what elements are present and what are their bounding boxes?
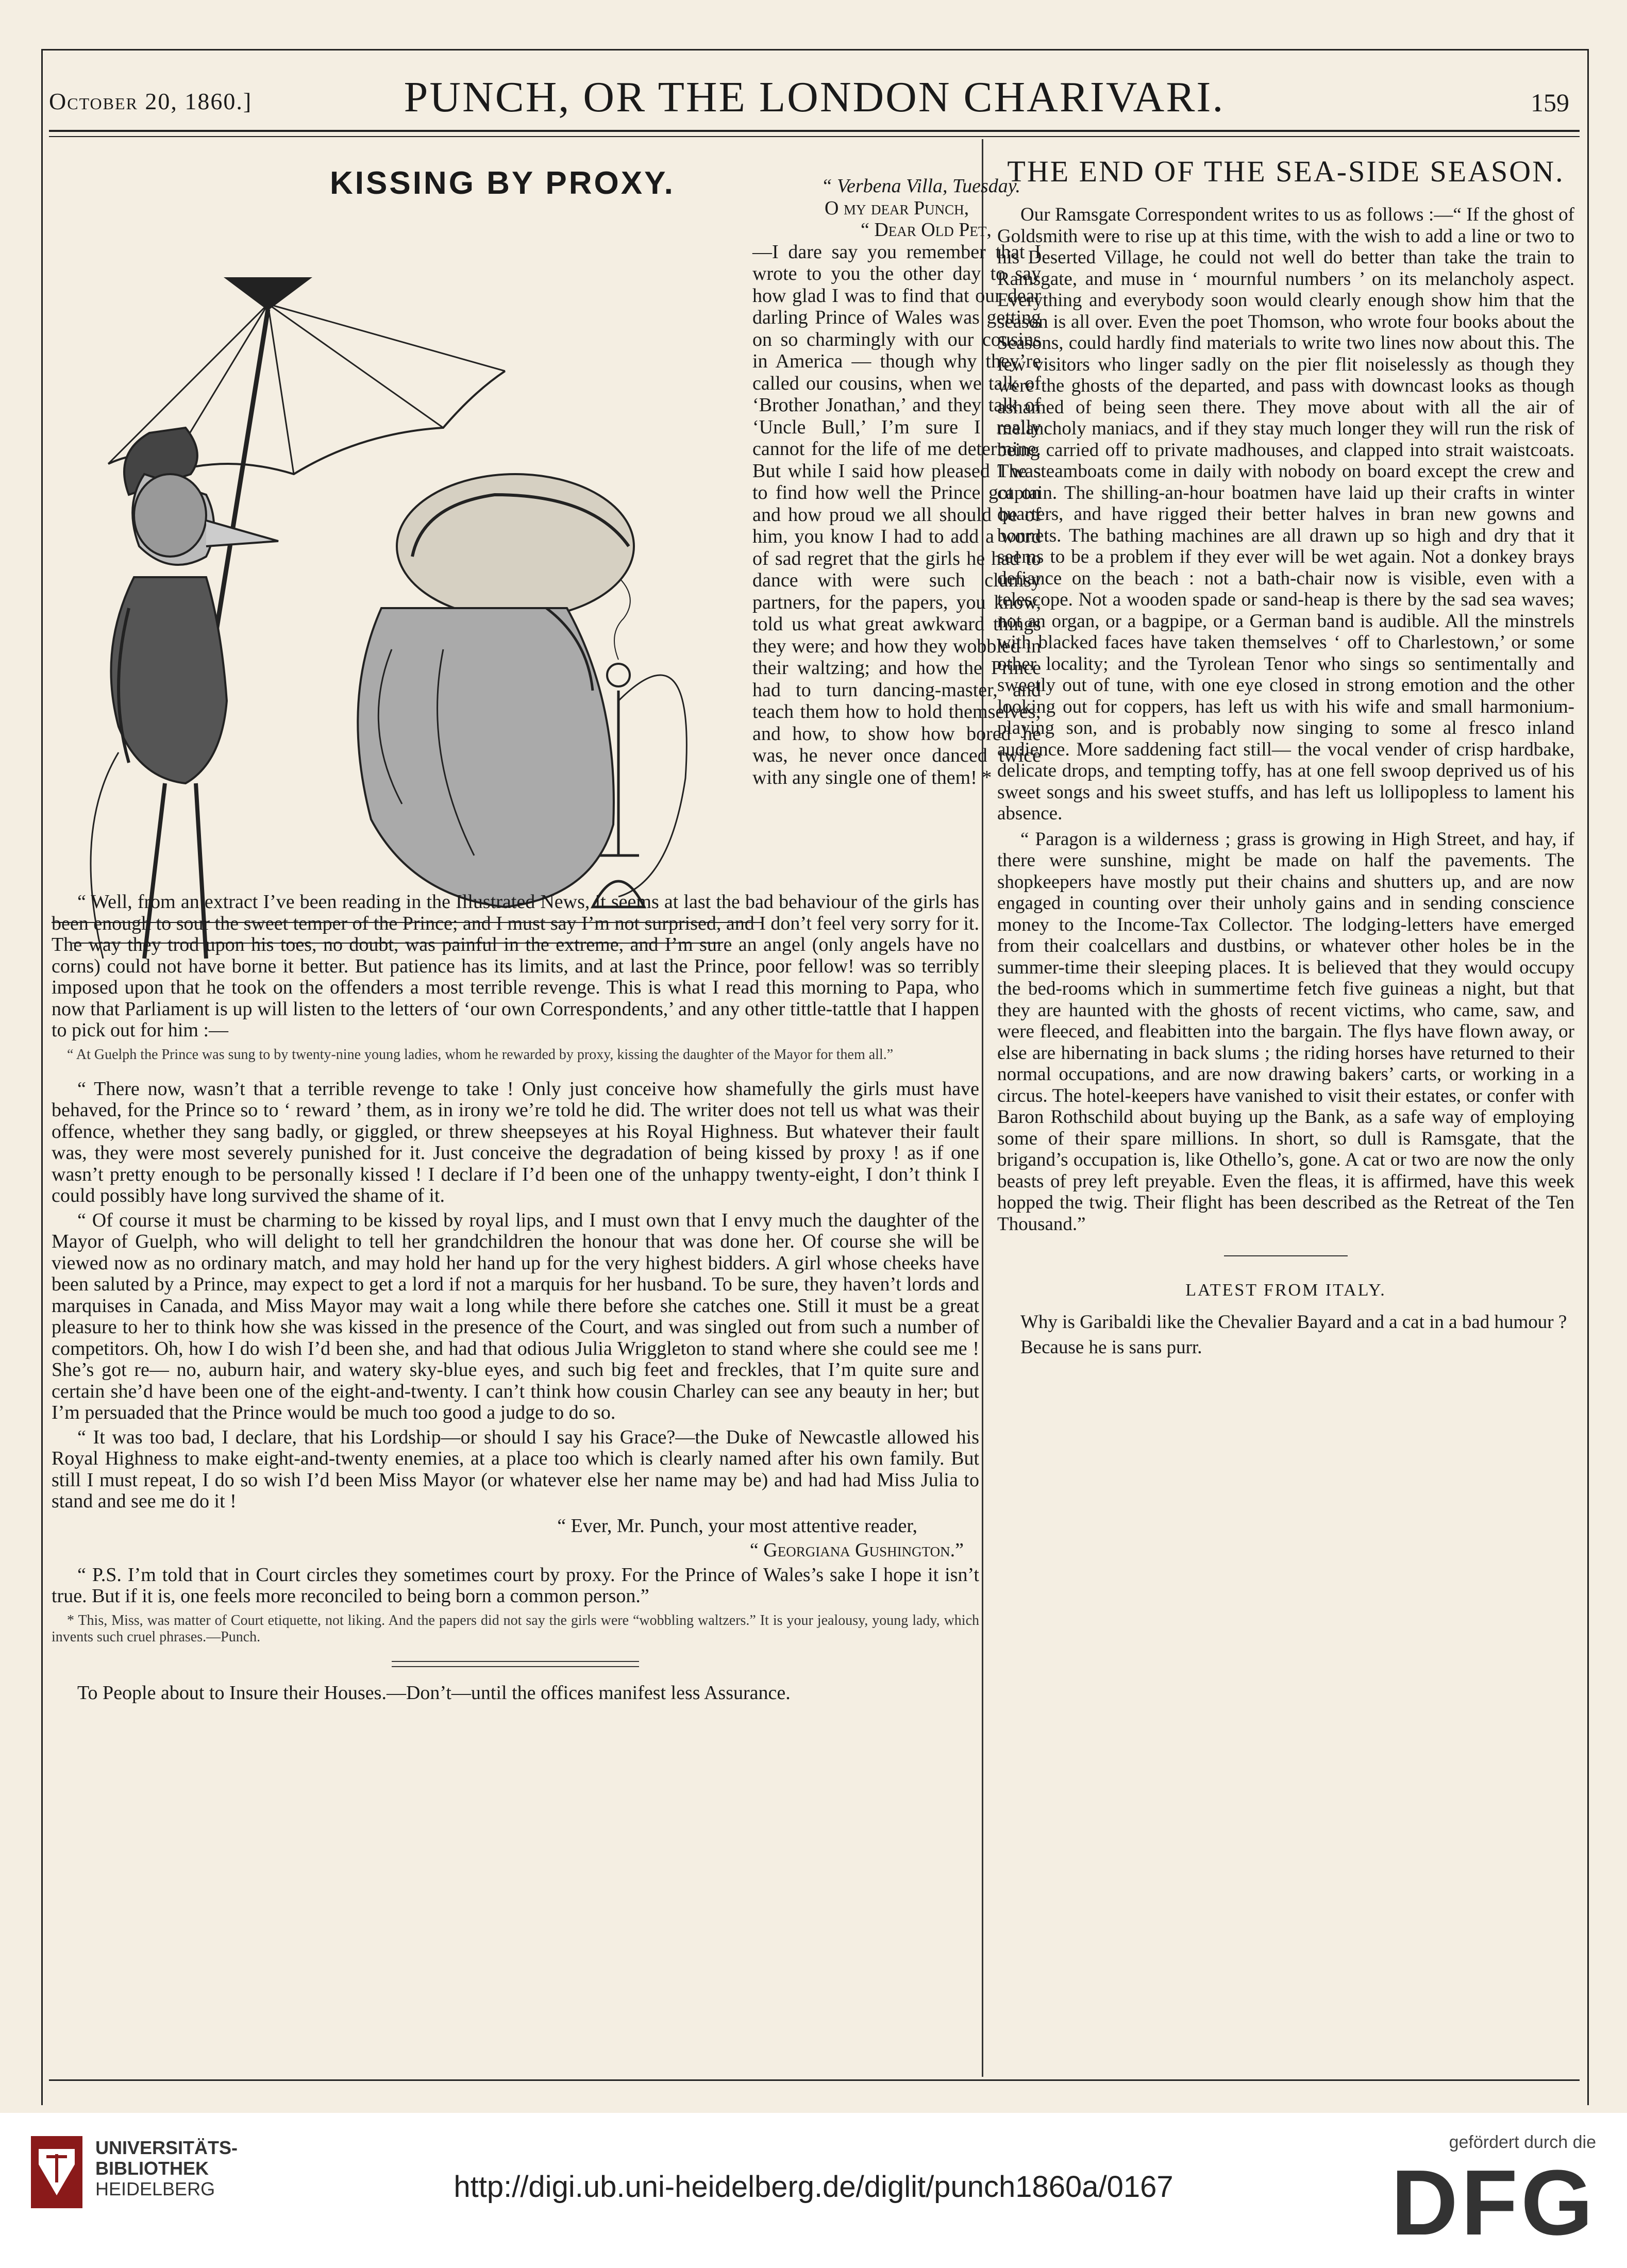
right-column bbox=[997, 155, 1574, 1363]
riddle-answer: Because he is sans purr. bbox=[1020, 1337, 1202, 1358]
separator-rule bbox=[392, 1661, 639, 1667]
quoted-extract: “ At Guelph the Prince was sung to by twenty-nine young ladies, whom he rewarded by proxy, kissing the daughter of the Mayor for them all.” bbox=[67, 1046, 894, 1063]
paragraph: “ It was too bad, I declare, that his Lordship—or should I say his Grace?—the Duke of Newcastle allowed his Royal Highness to make eight-and-twenty enemies, at a place too which is clearly named after his own family. But still I must repeat, I do so wish I’d been Miss Mayor (or whatever else her name may be) and had had Miss Julia to stand and see me do it ! bbox=[52, 1426, 979, 1512]
bottom-rule bbox=[49, 2079, 1580, 2081]
masthead-title: PUNCH, OR THE LONDON CHARIVARI. bbox=[404, 73, 1225, 121]
article-title-kissing: KISSING BY PROXY. bbox=[330, 165, 675, 201]
paragraph: Our Ramsgate Correspondent writes to us as follows :—“ If the ghost of Goldsmith were to rise up at this time, with the wish to add a line or two to his Deserted Village, he could not well do better than take the train to Ramsgate, and muse in ‘ mournful numbers ’ on its melancholy aspect. Everything and everybody soon would clearly enough show him that the season is all over. Even the poet Thomson, who wrote four books about the Seasons, could hardly find materials to write two lines now about this. The few visitors who linger sadly on the pier flit noiselessly as though they were the ghosts of the departed, and pass with downcast looks as though ashamed of being seen there. They move about with all the air of melancholy maniacs, and if they stay much longer they will run the risk of being carried off to private madhouses, and clapped into strait waistcoats. The steamboats come in daily with nobody on board except the crew and captain. The shilling-an-hour boatmen have laid up their crafts in winter quarters, and have rigged their better halves in bran new gowns and bonnets. The bathing machines are all drawn up so high and dry that it seems to be a problem if they ever will be wet again. Not a donkey brays defiance on the beach : not a bath-chair now is visible, even with a telescope. Not a wooden spade or sand-heap is there by the sad sea waves; not an organ, or a bagpipe, or a German band is audible. All the minstrels with blacked faces have taken themselves ‘ off to Charlestown,’ or some other locality; and the Tyrolean Tenor who sings so sentimentally and sweetly out of tune, with one eye closed in strong emotion and the other looking out for coppers, has left us with his wife and small harmonium-playing son, and is probably now singing to some al fresco inland audience. More saddening fact still— the vocal vender of crisp hardbake, delicate drops, and tempting toffy, has at one fell swoop deprived us of his sweet songs and his sweet stuffs, and has left us lollipopless to lament his absence. bbox=[997, 204, 1574, 824]
article-body-kissing bbox=[52, 892, 979, 1707]
notice-insure: To People about to Insure their Houses.—Don’t—until the offices manifest less Assurance. bbox=[77, 1682, 791, 1704]
page-border-left bbox=[41, 49, 43, 2105]
digitization-footer bbox=[0, 2113, 1627, 2268]
paragraph: “ There now, wasn’t that a terrible revenge to take ! Only just conceive how shamefully the girls must have behaved, for the Prince so to ‘ reward ’ them, as in irony we’re told he did. The writer does not tell us what was their offence, whether they sang badly, or giggled, or threw sheepseyes at his Royal Highness. But whatever their fault was, they were most severely punished for it. Just conceive the degradation of being kissed by proxy ! as if one wasn’t pretty enough to be personally kissed ! I declare if I’d been one of the unhappy twenty-eight, I don’t think I could possibly have long survived the shame of it. bbox=[52, 1078, 979, 1206]
signature: “ Georgiana Gushington.” bbox=[749, 1539, 964, 1561]
paragraph: “ Of course it must be charming to be kissed by royal lips, and I must own that I envy much the daughter of the Mayor of Guelph, who will delight to tell her grandchildren the honour that was done her. Of course she will be viewed now as no ordinary match, and may hold her hand up for the very highest bidders. A girl whose cheeks have been saluted by a Prince, may expect to get a lord if not a marquis for her husband. To be sure, they haven’t lords and marquises in Canada, and Miss Mayor may wait a long while there before she catches one. Still it must be a great pleasure to her to think how she was kissed in the presence of the Court, and was singled out from such a number of competitors. Oh, how I do wish I’d been she, and had that odious Julia Wriggleton to stand where she could see me ! She’s got re— no, auburn hair, and watery sky-blue eyes, and such big feet and freckles, that I’m quite sure and certain she’d have been one of the eight-and-twenty. I can’t think how cousin Charley can see any beauty in her; but I’m persuaded that the Prince would be much too good a judge to do so. bbox=[52, 1209, 979, 1423]
riddle-question: Why is Garibaldi like the Chevalier Bayard and a cat in a bad humour ? bbox=[1020, 1311, 1567, 1333]
library-line-1: UNIVERSITÄTS- bbox=[95, 2137, 238, 2158]
library-line-2: BIBLIOTHEK bbox=[95, 2158, 209, 2179]
header-rule bbox=[49, 130, 1580, 137]
source-url-link[interactable]: http://digi.ub.uni-heidelberg.de/diglit/punch1860a/0167 bbox=[454, 2170, 1173, 2204]
funding-caption: gefördert durch die bbox=[1449, 2132, 1596, 2152]
salutation-2: “ Dear Old Pet, bbox=[861, 219, 992, 241]
page-number: 159 bbox=[1531, 88, 1569, 117]
library-line-3: HEIDELBERG bbox=[95, 2178, 215, 2199]
dateline: “ Verbena Villa, Tuesday. bbox=[821, 175, 1020, 197]
page-border-top bbox=[41, 49, 1589, 51]
paragraph: “ Well, from an extract I’ve been reading in the Illustrated News, it seems at last the bad behaviour of the girls has been enough to sour the sweet temper of the Prince; and I must say I’m not surprised, and I don’t feel very sorry for it. The way they trod upon his toes, no doubt, was painful in the extreme, and I’m sure an angel (only angels have no corns) could not have borne it better. But patience has its limits, and at last the Prince, poor fellow! was so terribly imposed upon that he took on the offenders a most terrible revenge. This is what I read this morning to Papa, who now that Parliament is up will listen to the letters of ‘our own Correspondents,’ and any other tittle-tattle that I happen to pick out for him :— bbox=[52, 891, 979, 1041]
postscript: “ P.S. I’m told that in Court circles they sometimes court by proxy. For the Prince of Wales’s sake I hope it isn’t true. But if it is, one feels more reconciled to being born a common person.” bbox=[52, 1564, 979, 1607]
article-body-seaside bbox=[997, 204, 1574, 1358]
separator-rule bbox=[1224, 1255, 1348, 1256]
cartoon-illustration bbox=[52, 186, 773, 959]
running-head bbox=[49, 72, 1580, 129]
footnote: * This, Miss, was matter of Court etiquette, not liking. And the papers did not say the girls were “wobbling waltzers.” It is your jealousy, young lady, which invents such cruel phrases.—Punch. bbox=[52, 1612, 979, 1645]
intro-paragraph: —I dare say you remember that I wrote to you the other day to say how glad I was to find that our dear darling Prince of Wales was getting on so charmingly with our cousins in America — though why they’re called our cousins, when we talk of ‘Brother Jonathan,’ and they talk of ‘Uncle Bull,’ I’m sure I really cannot for the life of me determine. But while I said how pleased I was to find how well the Prince got on and how proud we all should be of him, you know I had to add a word of sad regret that the girls he had to dance with were such clumsy partners, for the papers, you know, told us what great awkward things they were; and how they wobbled in their waltzing; and how the Prince had to turn dancing-master, and teach them how to hold themselves; and how, to show how bored he was, he never once danced twice with any single one of them! * bbox=[752, 241, 1041, 788]
signoff: “ Ever, Mr. Punch, your most attentive reader, bbox=[557, 1515, 917, 1537]
page-border-right bbox=[1587, 49, 1589, 2105]
issue-date: October 20, 1860.] bbox=[49, 88, 253, 114]
salutation-1: O my dear Punch, bbox=[825, 197, 969, 219]
paragraph: “ Paragon is a wilderness ; grass is growing in High Street, and hay, if there were sunshine, might be made on half the pavements. The shopkeepers have mostly put their chains and shutters up, and are now engaged in counting over their unholy gains and in sending conscience money to the Income-Tax Collector. The lodging-letters have emerged from their coalcellars and dustbins, or whatever other holes be in the summer-time their sleeping places. It is believed that they would occupy the bed-rooms which in summertime fetch five guineas a night, but that they are haunted with the ghosts of recent victims, who came, saw, and were fleeced, and fleabitten into the bargain. The flys have flown away, or else are hibernating in back slums ; the riding horses have returned to their normal occupations, and are now drawing bakers’ carts, or working in a circus. The hotel-keepers have vanished to visit their estates, or confer with Baron Rothschild about buying up the Bank, as a safe way of employing some of their spare millions. In short, so dull is Ramsgate, that the brigand’s occupation is, like Othello’s, gone. A cat or two are now the only beasts of prey left preyable. Even the fleas, it is affirmed, have this week hopped the twig. Their flight has been described as the Retreat of the Ten Thousand.” bbox=[997, 828, 1574, 1235]
article-title-seaside: THE END OF THE SEA-SIDE SEASON. bbox=[1007, 155, 1565, 188]
dfg-logo: DFG bbox=[1391, 2151, 1596, 2255]
section-title-italy: LATEST FROM ITALY. bbox=[1185, 1281, 1386, 1300]
